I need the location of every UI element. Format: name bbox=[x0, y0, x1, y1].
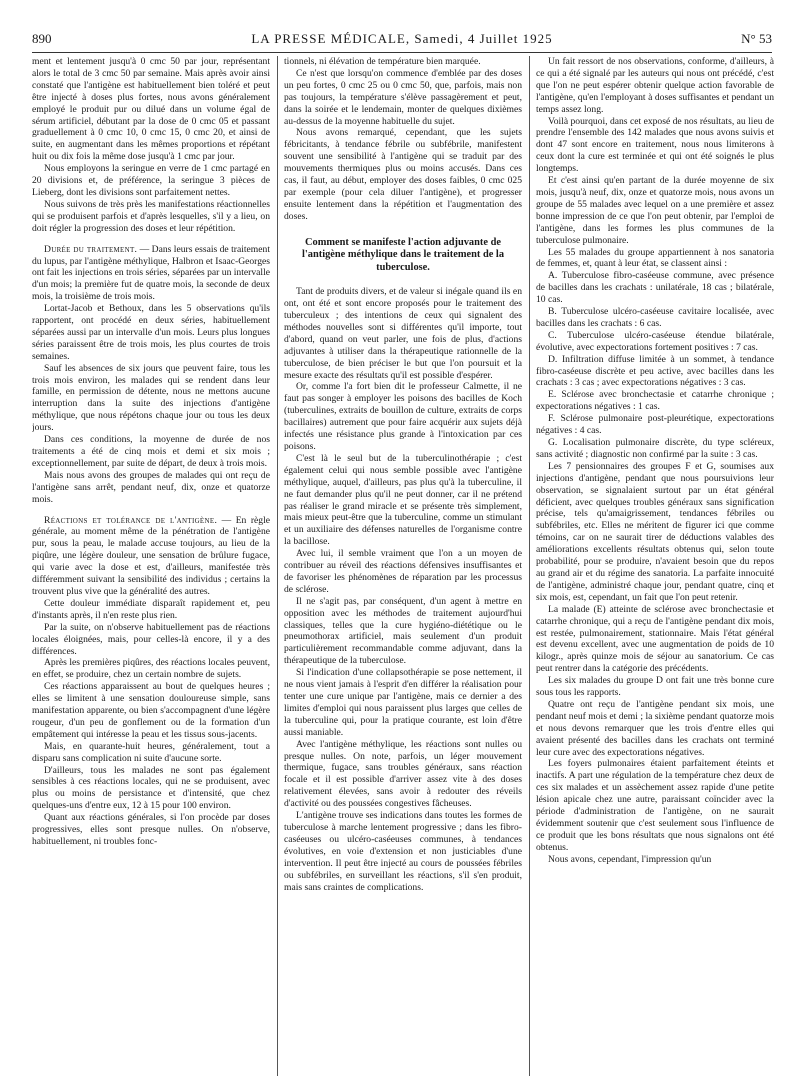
column-divider bbox=[529, 56, 530, 1076]
header-rule bbox=[32, 52, 772, 53]
section-reactions bbox=[32, 515, 270, 598]
paragraph: tionnels, ni élévation de température bien marquée. bbox=[284, 56, 481, 67]
paragraph: Les foyers pulmonaires étaient parfaitement éteints et inactifs. A part une régulation de la température chez deux de ces six malades et un assèchement assez rapide d'une petite lésion apicale chez une autre, paraissant coïncider avec la période d'administration de l'antigène, on ne saurait évidemment soutenir que c'est seulement sous l'influence de ce produit que les bons résultats que nous signalons ont été obtenus. bbox=[536, 758, 774, 853]
section-title: Réactions et tolérance de l'antigène. bbox=[44, 514, 218, 526]
paragraph: Quatre ont reçu de l'antigène pendant six mois, une pendant neuf mois et demi ; la sixième pendant quatorze mois et nous devons remarquer que les trois d'entre elles qui avaient présenté des bacilles dans les crachats ont terminé leur cure avec des expectorations négatives. bbox=[536, 698, 774, 758]
journal-title: LA PRESSE MÉDICALE, Samedi, 4 Juillet 1925 bbox=[251, 31, 553, 46]
paragraph: L'antigène trouve ses indications dans toutes les formes de tuberculose à marche lentement progressive ; dans les fibro-caséeuses ou ulcéro-caséeuses communes, à tendances évolutives, en voie d'extension et non justiciables d'une intervention. Il peut être injecté au cours de poussées fébriles ou subfébriles, en surveillant les réactions, s'il s'en produit, mais sans craintes de complications. bbox=[284, 810, 522, 893]
case-list-item: F. Sclérose pulmonaire post-pleurétique, expectorations négatives : 4 cas. bbox=[536, 413, 774, 437]
column-1 bbox=[32, 56, 270, 1076]
paragraph: Ces réactions apparaissent au bout de quelques heures ; elles se limitent à une sensation douloureuse simple, sans manifestation apparente, ou bien s'accompagnent d'une légère rougeur, d'un peu de gonflement ou de la formation d'un empâtement qui intéresse la peau et les tissus sous-jacents. bbox=[32, 681, 270, 740]
section-title: Durée du traitement. bbox=[44, 243, 138, 255]
paragraph: Ce n'est que lorsqu'on commence d'emblée par des doses un peu fortes, 0 cmc 25 ou 0 cmc 50, que, parfois, mais non pas toujours, la température s'élève passagèrement et peut, dans la soirée et le lendemain, monter de quelques dixièmes au-dessus de la moyenne habituelle du sujet. bbox=[284, 67, 522, 127]
paragraph: D'ailleurs, tous les malades ne sont pas également sensibles à ces réactions locales, qui ne se produisent, avec plus ou moins de persistance et d'intensité, que chez quelques-uns d'entre eux, 12 à 15 pour 100 environ. bbox=[32, 764, 270, 812]
paragraph: Sauf les absences de six jours que peuvent faire, tous les trois mois environ, les malades qui se rendent dans leur famille, en permission de détente, nous ne mettons aucune interruption dans la suite des injections d'antigène méthylique, que nous répétons chaque jour ou tous les deux jours. bbox=[32, 362, 270, 434]
paragraph: ment et lentement jusqu'à 0 cmc 50 par jour, représentant alors le total de 3 cmc 50 par semaine. Mais après avoir ainsi constaté que l'antigène est habituellement bien toléré et peut être injecté à doses plus fortes, nous avons généralement employé le produit pur ou dilué dans un volume égal de sérum artificiel, débutant par la dose de 0 cmc 05 et passant graduellement à 0 cmc 10, 0 cmc 15, 0 cmc 20, et ainsi de suite, en augmentant dans les mêmes proportions et répétant huit ou dix fois la même dose jusqu'à 1 cmc par jour. bbox=[32, 56, 270, 163]
case-list-item: G. Localisation pulmonaire discrète, du type scléreux, sans activité ; diagnostic non confirmé par la suite : 3 cas. bbox=[536, 437, 774, 460]
paragraph: C'est là le seul but de la tuberculinothérapie ; c'est également celui qui nous semble possible avec l'antigène méthylique, auquel, d'ailleurs, pas plus qu'à la tuberculine, il ne faut demander plus qu'il ne peut donner, car il ne prétend pas réaliser le grand miracle et se présente très simplement, mais mieux peut-être que la tuberculine, comme un stimulant et un auxiliaire des défenses naturelles de l'organisme contre la bacillose. bbox=[284, 452, 522, 548]
paragraph: Voilà pourquoi, dans cet exposé de nos résultats, au lieu de prendre l'ensemble des 142 malades que nous avons suivis et dont 47 sont encore en traitement, nous nous limiterons à ceux dont la cure est terminée et qui ont été soignés le plus longtemps. bbox=[536, 115, 774, 175]
paragraph: Les 55 malades du groupe appartiennent à nos sanatoria de femmes, et, quant à leur état, se classent ainsi : bbox=[536, 246, 774, 270]
case-list-item: E. Sclérose avec bronchectasie et catarrhe chronique ; expectorations négatives : 1 cas. bbox=[536, 389, 774, 413]
column-2 bbox=[284, 56, 522, 1076]
paragraph: Nous avons, cependant, l'impression qu'un bbox=[548, 853, 712, 865]
section-text: — En règle générale, au moment même de la pénétration de l'antigène pur, sous la peau, le malade accuse toujours, au lieu de la piqûre, une légère douleur, une sensation de brûlure fugace, qui varie avec la dose et est, d'ailleurs, manifestée très différemment suivant la sensibilité des individus ; certains la trouvent plus vive que la généralité des autres. bbox=[32, 514, 270, 597]
page-number: 890 bbox=[32, 31, 52, 46]
paragraph: Et c'est ainsi qu'en partant de la durée moyenne de six mois, jusqu'à neuf, dix, onze et quatorze mois, nous avons un groupe de 55 malades avec lequel on a une première et assez bonne impression de ce que l'on peut obtenir, par l'emploi de l'antigène, dans les formes les plus communes de la tuberculose pulmonaire. bbox=[536, 175, 774, 246]
page-header bbox=[32, 30, 772, 48]
paragraph: Un fait ressort de nos observations, conforme, d'ailleurs, à ce qui a été signalé par les auteurs qui nous ont précédé, c'est que l'on ne peut espérer obtenir quelque action favorable de l'antigène, qu'en l'employant à doses suffisantes et pendant un temps assez long. bbox=[536, 56, 774, 115]
paragraph: Après les premières piqûres, des réactions locales peuvent, en effet, se produire, chez un certain nombre de sujets. bbox=[32, 657, 270, 681]
issue-number: N° 53 bbox=[741, 31, 772, 46]
paragraph: Les six malades du groupe D ont fait une très bonne cure sous tous les rapports. bbox=[536, 675, 774, 699]
column-divider bbox=[277, 56, 278, 1076]
paragraph: Mais nous avons des groupes de malades qui ont reçu de l'antigène sans arrêt, pendant neuf, dix, onze et quatorze mois. bbox=[32, 469, 270, 505]
case-list-item: D. Infiltration diffuse limitée à un sommet, à tendance fibro-caséeuse discrète et peu active, avec bacilles dans les crachats : 3 cas ; avec expectorations négatives : 3 cas. bbox=[536, 353, 774, 389]
paragraph: Nous avons remarqué, cependant, que les sujets fébricitants, à tendance fébrile ou subfébrile, manifestent souvent une sensibilité à l'antigène qui se traduit par des mouvements thermiques plus ou moins accusés. Dans ces cas, il faut, au début, employer des doses faibles, 0 cmc 025 par exemple (pour cela diluer l'antigène), et progresser ensuite lentement dans la répétition et l'augmentation des doses. bbox=[284, 127, 522, 222]
paragraph: Tant de produits divers, et de valeur si inégale quand ils en ont, ont été et sont encore proposés pour le traitement des tuberculeux ; des intentions de ceux qui signalent des méthodes nouvelles sont si différentes qu'il importe, tout d'abord, quand on veut parler, une fois de plus, d'actions adjuvantes à utiliser dans la thérapeutique rationnelle de la tuberculose, de bien préciser le but que l'on poursuit et la mesure exacte des résultats qu'il est possible d'espérer. bbox=[284, 286, 522, 381]
paragraph: Avec lui, il semble vraiment que l'on a un moyen de contribuer au réveil des réactions défensives insuffisantes et de favoriser les phénomènes de réparation par les processus de sclérose. bbox=[284, 548, 522, 595]
paragraph: Nous employons la seringue en verre de 1 cmc partagé en 20 divisions et, de préférence, la seringue 3 pièces de Lieberg, dont les divisions sont parfaitement nettes. bbox=[32, 163, 270, 198]
paragraph: La malade (E) atteinte de sclérose avec bronchectasie et catarrhe chronique, qui a reçu de l'antigène pendant dix mois, est restée, pulmonairement, stationnaire. Mais l'état général est devenu excellent, avec une augmentation de poids de 10 kilogr., après quinze mois de séjour au sanatorium. Ce cas peut rentrer dans la catégorie des précédents. bbox=[536, 603, 774, 675]
paragraph: Nous suivons de très près les manifestations réactionnelles qui se produisent parfois et d'après lesquelles, s'il y a lieu, on doit régler la progression des doses et leur répétition. bbox=[32, 198, 270, 234]
paragraph: Quant aux réactions générales, si l'on procède par doses progressives, elles sont presque nulles. On n'observe, habituellement, ni troubles fonc- bbox=[32, 812, 270, 847]
article-body bbox=[32, 56, 774, 1076]
paragraph: Or, comme l'a fort bien dit le professeur Calmette, il ne faut pas songer à employer les poisons des bacilles de Koch (tuberculines, extraits de bouillon de culture, extraits de corps bacillaires) autrement que pour faire acquérir aux sujets déjà infectés une résistance plus grande à l'intoxication par ces poisons. bbox=[284, 381, 522, 452]
case-list-item: A. Tuberculose fibro-caséeuse commune, avec présence de bacilles dans les crachats : unilatérale, 18 cas ; bilatérale, 10 cas. bbox=[536, 270, 774, 306]
paragraph: Les 7 pensionnaires des groupes F et G, soumises aux injections d'antigène, pendant que nous poursuivions leur observation, se signalaient surtout par un état général déficient, avec quelques troubles généraux sans signification précise, tels qu'amaigrissement, tendances fébriles ou subfébriles, etc. Elles ne méritent de figurer ici que comme témoins, car on ne saurait tirer de déductions valables des améliorations excellents résultats obtenus qui, selon toute probabilité, pour se produire, n'avaient besoin que du repos au grand air et du régime des sanatoria. La parfaite innocuité de l'antigène, administré chaque jour, pendant quatre, cinq et six mois, est, cependant, un fait que l'on peut retenir. bbox=[536, 460, 774, 603]
column-3 bbox=[536, 56, 774, 1076]
section-heading: Comment se manifeste l'action adjuvante de l'antigène méthylique dans le traitement de la tuberculose. bbox=[301, 236, 505, 273]
paragraph: Cette douleur immédiate disparaît rapidement et, peu d'instants après, il n'en reste plus rien. bbox=[32, 597, 270, 621]
paragraph: Dans ces conditions, la moyenne de durée de nos traitements a été de cinq mois et demi et six mois ; exceptionnellement, par suite de départ, de deux à trois mois. bbox=[32, 434, 270, 469]
paragraph: Si l'indication d'une collapsothérapie se pose nettement, il ne nous vient jamais à l'esprit d'en différer la réalisation pour tenter une cure unique par l'antigène, mais ce dernier a des limites d'emploi qui nous paraissent plus larges que celles de la tuberculine qui, pour la pratique courante, est loin d'être aussi maniable. bbox=[284, 667, 522, 738]
case-list-item: C. Tuberculose ulcéro-caséeuse étendue bilatérale, évolutive, avec expectorations fortement positives : 7 cas. bbox=[536, 329, 774, 353]
case-list-item: B. Tuberculose ulcéro-caséeuse cavitaire localisée, avec bacilles dans les crachats : 6 cas. bbox=[536, 306, 774, 329]
paragraph: Il ne s'agit pas, par conséquent, d'un agent à mettre en opposition avec les méthodes de traitement aujourd'hui classiques, telles que la cure hygiéno-diététique ou le pneumothorax artificiel, mais seulement d'un produit particulièrement recommandable comme adjuvant, dans la thérapeutique de la tuberculose. bbox=[284, 595, 522, 667]
paragraph: Par la suite, on n'observe habituellement pas de réactions locales éloignées, mais, pour celles-là encore, il y a des différences. bbox=[32, 621, 270, 657]
section-duree bbox=[32, 244, 270, 304]
paragraph: Avec l'antigène méthylique, les réactions sont nulles ou presque nulles. On note, parfois, un léger mouvement thermique, fugace, sans troubles généraux, sans réaction focale et il est possible d'arriver assez vite à des doses relativement élevées, sans avoir à redouter des réveils d'activité ou des poussées congestives fâcheuses. bbox=[284, 738, 522, 810]
paragraph: Lortat-Jacob et Bethoux, dans les 5 observations qu'ils rapportent, ont procédé en deux séries, habituellement séparées aussi par un intervalle d'un mois. Leurs plus longues séries paraissent être de trois mois, les plus courtes de trois semaines. bbox=[32, 303, 270, 362]
paragraph: Mais, en quarante-huit heures, généralement, tout a disparu sans complication ni suite d'aucune sorte. bbox=[32, 740, 270, 764]
section-text: — Dans leurs essais de traitement du lupus, par l'antigène méthylique, Halbron et Isaac-Georges ont fait les injections en trois séries, séparées par un intervalle d'un mois; la première fut de quatre mois, la seconde de deux mois, la troisième de trois mois. bbox=[32, 243, 270, 303]
